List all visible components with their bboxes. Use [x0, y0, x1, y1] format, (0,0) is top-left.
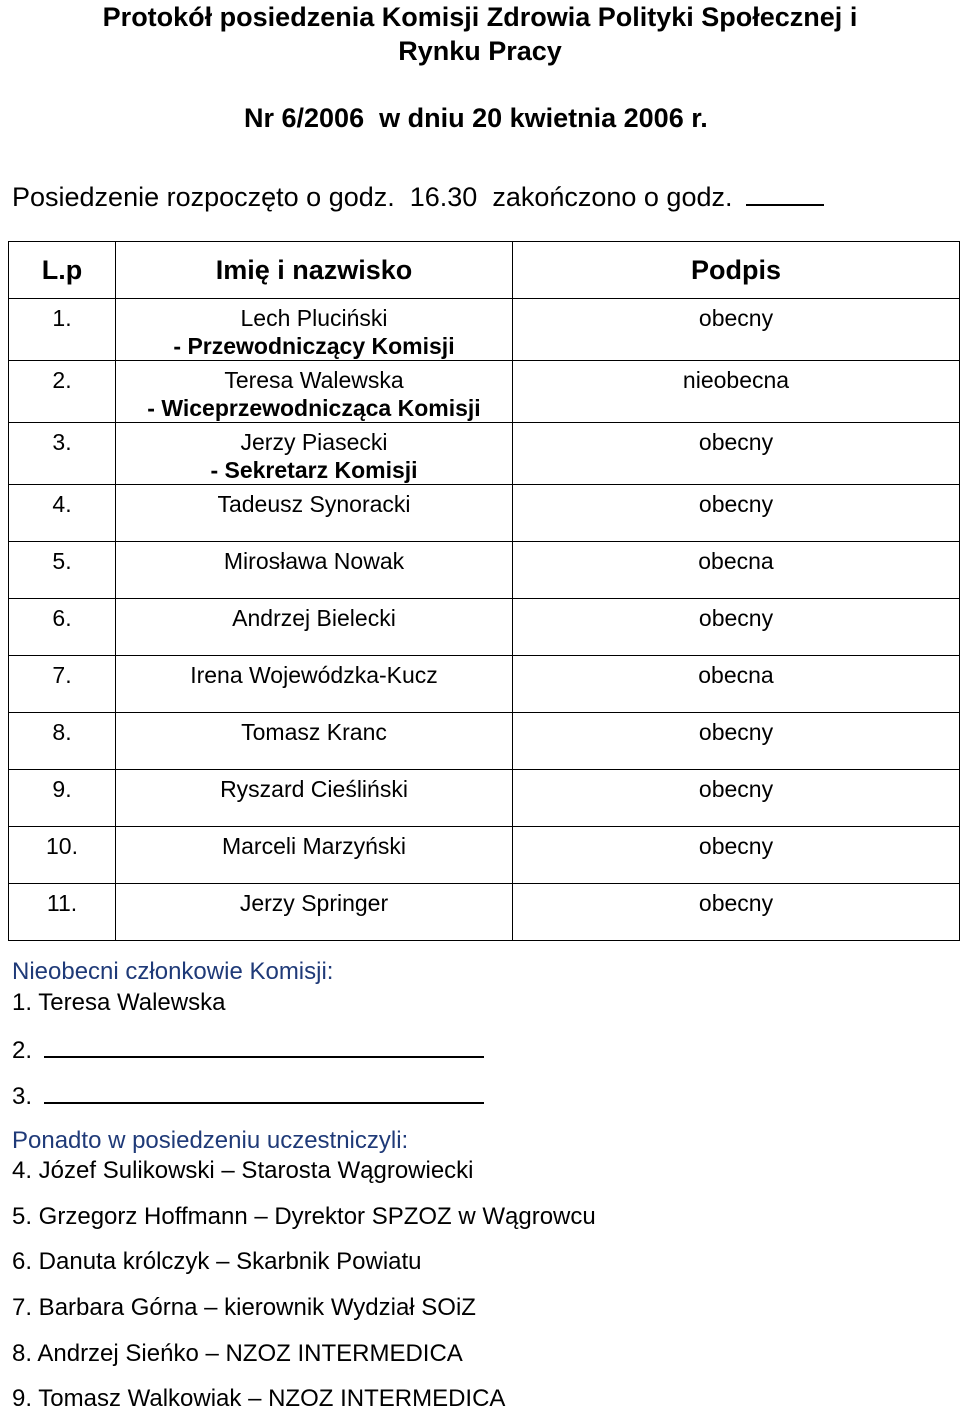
table-row — [9, 599, 960, 656]
table-row — [9, 485, 960, 542]
row-number-cell — [9, 827, 116, 884]
table-row — [9, 423, 960, 485]
absent-item-2-blank — [44, 1036, 484, 1058]
absent-heading: Nieobecni członkowie Komisji: — [12, 958, 334, 985]
member-name-cell — [116, 361, 513, 423]
header-signature: Podpis — [513, 242, 960, 299]
attendance-status: obecna — [698, 548, 774, 574]
row-number: 9. — [52, 776, 72, 802]
signature-cell — [513, 299, 960, 361]
row-number: 8. — [52, 719, 72, 745]
member-name-cell — [116, 542, 513, 599]
row-number-cell — [9, 361, 116, 423]
row-number: 5. — [52, 548, 72, 574]
guest-item: 8. Andrzej Sieńko – NZOZ INTERMEDICA — [12, 1340, 463, 1367]
absent-item-3-blank — [44, 1082, 484, 1104]
attendance-status: obecny — [698, 605, 774, 631]
attendance-status: obecny — [698, 429, 774, 455]
member-role: - Przewodniczący Komisji — [173, 333, 455, 359]
attendance-status: obecny — [698, 719, 774, 745]
attendance-status: obecna — [698, 662, 774, 688]
member-role: - Sekretarz Komisji — [210, 457, 418, 483]
member-name-cell — [116, 884, 513, 941]
absent-item-3-label: 3. — [12, 1083, 33, 1110]
header-name: Imię i nazwisko — [116, 242, 513, 299]
guest-item: 4. Józef Sulikowski – Starosta Wągrowiecki — [12, 1157, 474, 1184]
row-number-cell — [9, 485, 116, 542]
signature-cell — [513, 884, 960, 941]
row-number: 7. — [52, 662, 72, 688]
signature-cell — [513, 770, 960, 827]
attendance-status: obecny — [698, 833, 774, 859]
signature-cell — [513, 656, 960, 713]
row-number-cell — [9, 713, 116, 770]
row-number-cell — [9, 656, 116, 713]
member-name: Irena Wojewódzka-Kucz — [190, 662, 438, 688]
guests-heading: Ponadto w posiedzeniu uczestniczyli: — [12, 1127, 409, 1154]
row-number-cell — [9, 884, 116, 941]
attendance-status: obecny — [698, 776, 774, 802]
table-row — [9, 542, 960, 599]
member-name: Andrzej Bielecki — [232, 605, 396, 631]
member-name: Jerzy Springer — [239, 890, 389, 916]
member-name-cell — [116, 599, 513, 656]
absent-item-2 — [12, 1036, 484, 1065]
table-row — [9, 827, 960, 884]
signature-cell — [513, 827, 960, 884]
member-role: - Wiceprzewodnicząca Komisji — [147, 395, 481, 421]
signature-cell — [513, 599, 960, 656]
member-name: Lech Pluciński — [240, 305, 388, 331]
attendance-status: obecny — [698, 890, 774, 916]
member-name-cell — [116, 827, 513, 884]
header-lp: L.p — [9, 242, 116, 299]
title-line-2: Rynku Pracy — [398, 36, 562, 66]
meeting-times-text: Posiedzenie rozpoczęto o godz. 16.30 zakończono o godz. — [12, 182, 733, 212]
attendance-table — [8, 241, 960, 941]
row-number-cell — [9, 299, 116, 361]
row-number: 1. — [52, 305, 72, 331]
end-time-blank — [746, 182, 824, 206]
row-number: 3. — [52, 429, 72, 455]
guest-item: 7. Barbara Górna – kierownik Wydział SOiZ — [12, 1294, 476, 1321]
meeting-times — [12, 182, 824, 213]
table-row — [9, 884, 960, 941]
row-number-cell — [9, 423, 116, 485]
attendance-status: obecny — [698, 305, 774, 331]
member-name: Tomasz Kranc — [241, 719, 387, 745]
signature-cell — [513, 542, 960, 599]
title-line-1: Protokół posiedzenia Komisji Zdrowia Polityki Społecznej i — [102, 2, 858, 32]
row-number: 6. — [52, 605, 72, 631]
protocol-number: Nr 6/2006 w dniu 20 kwietnia 2006 r. — [244, 103, 708, 133]
member-name: Jerzy Piasecki — [240, 429, 388, 455]
attendance-status: obecny — [698, 491, 774, 517]
member-name-cell — [116, 423, 513, 485]
guest-item: 5. Grzegorz Hoffmann – Dyrektor SPZOZ w Wągrowcu — [12, 1203, 596, 1230]
row-number: 4. — [52, 491, 72, 517]
row-number-cell — [9, 770, 116, 827]
row-number: 11. — [46, 890, 78, 916]
member-name-cell — [116, 485, 513, 542]
member-name: Mirosława Nowak — [223, 548, 405, 574]
member-name: Teresa Walewska — [224, 367, 404, 393]
row-number-cell — [9, 542, 116, 599]
member-name-cell — [116, 299, 513, 361]
signature-cell — [513, 713, 960, 770]
table-row — [9, 770, 960, 827]
member-name-cell — [116, 713, 513, 770]
member-name: Ryszard Cieśliński — [220, 776, 408, 802]
table-row — [9, 361, 960, 423]
absent-item-2-label: 2. — [12, 1037, 33, 1064]
guest-item: 9. Tomasz Walkowiak – NZOZ INTERMEDICA — [12, 1385, 506, 1412]
table-row — [9, 656, 960, 713]
absent-item-1: 1. Teresa Walewska — [12, 989, 226, 1016]
row-number: 2. — [52, 367, 72, 393]
row-number: 10. — [46, 833, 78, 859]
member-name: Tadeusz Synoracki — [217, 491, 411, 517]
absent-item-3 — [12, 1082, 484, 1111]
signature-cell — [513, 485, 960, 542]
row-number-cell — [9, 599, 116, 656]
member-name: Marceli Marzyński — [221, 833, 407, 859]
member-name-cell — [116, 656, 513, 713]
attendance-status: nieobecna — [682, 367, 790, 393]
signature-cell — [513, 361, 960, 423]
guest-item: 6. Danuta królczyk – Skarbnik Powiatu — [12, 1248, 422, 1275]
table-row — [9, 299, 960, 361]
member-name-cell — [116, 770, 513, 827]
table-row — [9, 713, 960, 770]
signature-cell — [513, 423, 960, 485]
